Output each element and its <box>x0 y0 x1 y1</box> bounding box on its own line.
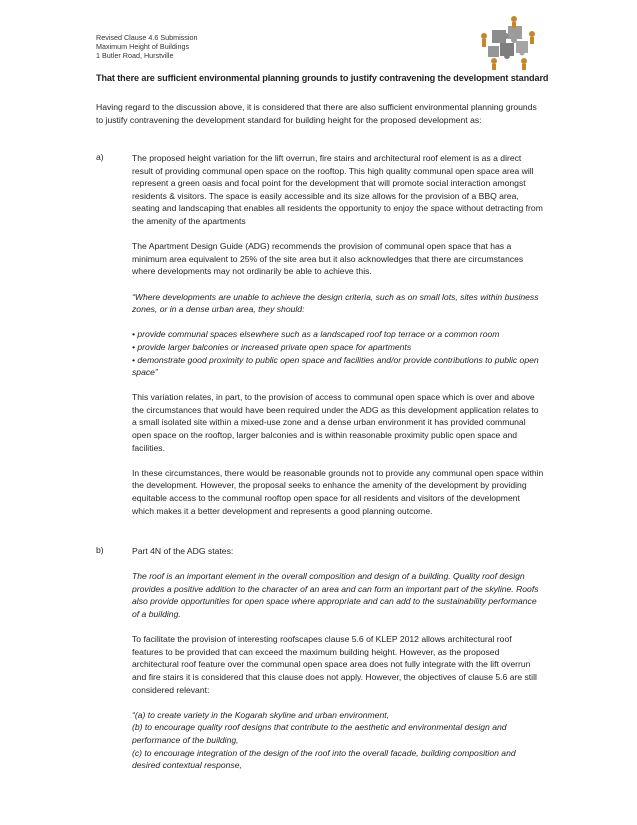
header-line-2: Maximum Height of Buildings <box>96 41 190 51</box>
block-quote: The roof is an important element in the overall composition and design of a building. Quality roof design provides a positive addition to the character of an area and can form an important part of the skyline. Roofs also provide opportunities for open space where appropriate and can add to the sustainability performance of a building. <box>132 571 539 619</box>
list-item-a <box>132 152 544 517</box>
bullet-item: • provide communal spaces elsewhere such as a landscaped roof top terrace or a common room <box>132 329 500 340</box>
paragraph: In these circumstances, there would be reasonable grounds not to provide any communal open space within the development. However, the proposal seeks to enhance the amenity of the development by providing equitable access to the communal rooftop open space for all residents and visitors of the development which makes it a better development and represents a good planning outcome. <box>132 467 544 516</box>
puzzle-pieces <box>488 26 528 59</box>
list-marker-b: b) <box>96 545 104 555</box>
intro-paragraph: Having regard to the discussion above, it is considered that there are also sufficient environmental planning grounds to justify contravening the development standard for building height for the proposed development as: <box>96 102 537 125</box>
section-heading: That there are sufficient environmental planning grounds to justify contravening the development standard <box>96 73 549 83</box>
paragraph: The Apartment Design Guide (ADG) recommends the provision of communal open space that has a minimum area equivalent to 25% of the site area but it also acknowledges that there are circumstances where developments may not ordinarily be able to achieve this. <box>132 241 524 277</box>
quote-intro: “Where developments are unable to achieve the design criteria, such as on small lots, sites within business zones, or in a dense urban area, they should: <box>132 291 539 315</box>
puzzle-people-icon <box>478 14 538 72</box>
paragraph: This variation relates, in part, to the provision of access to communal open space which is over and above the circumstances that would have been required under the ADG as this development application relates to a small isolated site within a mixed-use zone and a dense urban environment it has provided communal open space on the rooftop, larger balconies and is within reasonable proximity public open space and facilities. <box>132 392 539 453</box>
list-marker-a: a) <box>96 152 104 162</box>
list-item-b <box>132 545 544 772</box>
paragraph: To facilitate the provision of interesting roofscapes clause 5.6 of KLEP 2012 allows architectural roof features to be provided that can exceed the maximum building height. However, as the proposed architectural roof feature over the communal open space area does not fully integrate with the lift overrun and fire stairs it is considered that this clause does not apply. However, the objectives of clause 5.6 are still considered relevant: <box>132 634 537 695</box>
header-line-1: Revised Clause 4.6 Submission <box>96 33 198 42</box>
objective-item: “(a) to create variety in the Kogarah skyline and urban environment, <box>132 709 389 720</box>
paragraph: Part 4N of the ADG states: <box>132 546 234 556</box>
running-header <box>96 34 197 60</box>
objective-item: (c) to encourage integration of the design of the roof into the overall facade, building composition and desired contextual response, <box>132 747 516 771</box>
header-line-3: 1 Butler Road, Hurstville <box>96 50 174 60</box>
objective-item: (b) to encourage quality roof designs that contribute to the aesthetic and environmental design and performance of the building, <box>132 722 507 745</box>
paragraph: The proposed height variation for the lift overrun, fire stairs and architectural roof element is as a direct result of providing communal open space on the rooftop. This high quality communal open space area will represent a green oasis and focal point for the development that will promote social interaction amongst residents & visitors. The space is easily accessible and its size allows for the provision of a BBQ area, seating and landscaping that enables all residents the opportunity to enjoy the space without detracting from the amenity of the apartments <box>132 153 543 226</box>
bullet-item: • provide larger balconies or increased private open space for apartments <box>132 341 412 352</box>
bullet-item: • demonstrate good proximity to public open space and facilities and/or provide contributions to public open space” <box>132 354 539 378</box>
